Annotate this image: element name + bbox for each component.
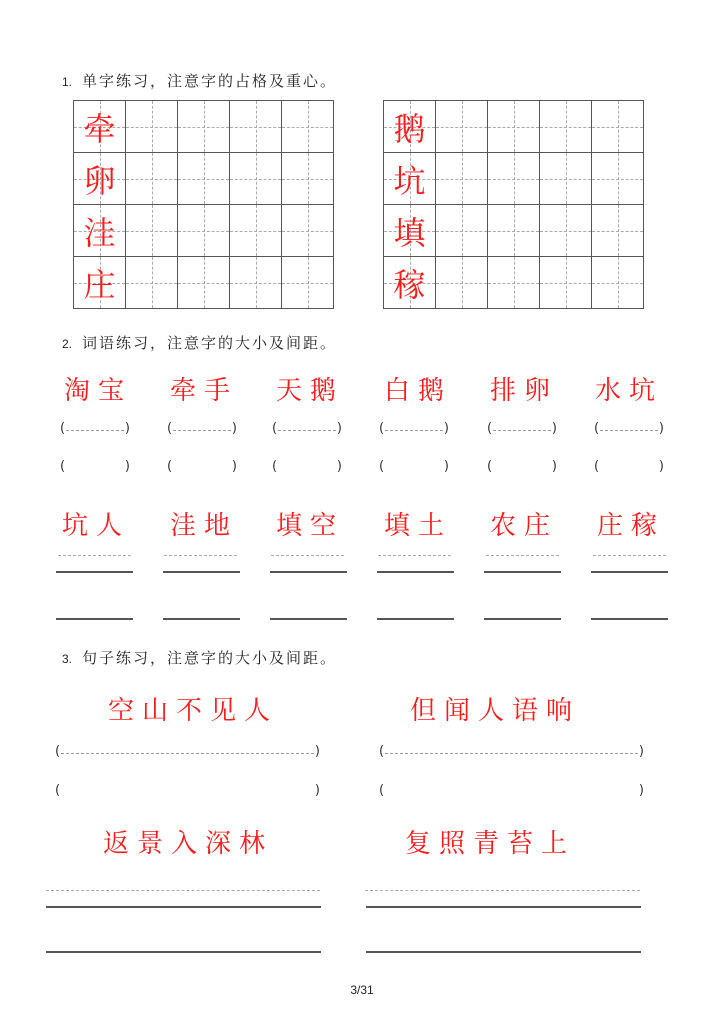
answer-blank[interactable]: ( ) bbox=[55, 783, 320, 798]
grid-cell[interactable] bbox=[230, 205, 282, 257]
model-sentence: 但闻人语响 bbox=[410, 696, 581, 726]
answer-blank[interactable]: ( ) bbox=[379, 783, 644, 798]
grid-cell[interactable] bbox=[230, 257, 282, 309]
dotted-guide-line bbox=[486, 555, 559, 556]
section-title: 句子练习，注意字的大小及间距。 bbox=[82, 649, 338, 667]
writing-line[interactable] bbox=[46, 951, 321, 953]
answer-blank[interactable]: ( ) bbox=[594, 459, 664, 474]
model-word: 牵手 bbox=[170, 376, 239, 406]
writing-line[interactable] bbox=[163, 571, 240, 573]
grid-cell[interactable] bbox=[488, 101, 540, 153]
writing-line[interactable] bbox=[377, 618, 454, 620]
model-word: 白鹅 bbox=[384, 376, 453, 406]
pinyin-blank[interactable]: ( ) bbox=[379, 744, 644, 759]
grid-cell bbox=[384, 205, 436, 257]
grid-cell[interactable] bbox=[230, 153, 282, 205]
pinyin-blank[interactable]: ( ) bbox=[60, 421, 130, 436]
section-1-heading bbox=[62, 70, 337, 91]
pinyin-blank[interactable]: ( ) bbox=[594, 421, 664, 436]
grid-cell[interactable] bbox=[178, 257, 230, 309]
writing-line[interactable] bbox=[366, 906, 641, 908]
grid-cell bbox=[74, 101, 126, 153]
grid-row bbox=[74, 257, 334, 309]
page-number: 3/31 bbox=[350, 983, 374, 997]
grid-cell[interactable] bbox=[178, 205, 230, 257]
model-word: 农庄 bbox=[490, 511, 559, 541]
grid-cell[interactable] bbox=[436, 205, 488, 257]
section-2-heading bbox=[62, 332, 337, 353]
model-sentence: 空山不见人 bbox=[108, 696, 279, 726]
grid-cell[interactable] bbox=[540, 205, 592, 257]
grid-cell[interactable] bbox=[230, 101, 282, 153]
pinyin-blank[interactable]: ( ) bbox=[272, 421, 342, 436]
answer-blank[interactable]: ( ) bbox=[60, 459, 130, 474]
grid-cell[interactable] bbox=[126, 153, 178, 205]
grid-row bbox=[74, 101, 334, 153]
writing-line[interactable] bbox=[46, 906, 321, 908]
grid-cell[interactable] bbox=[592, 257, 644, 309]
model-sentence: 复照青苔上 bbox=[405, 829, 576, 859]
model-sentence: 返景入深林 bbox=[103, 829, 274, 859]
model-word: 坑人 bbox=[62, 511, 131, 541]
model-char: 洼 bbox=[83, 213, 116, 252]
answer-blank[interactable]: ( ) bbox=[167, 459, 237, 474]
left-writing-grid bbox=[73, 100, 334, 309]
grid-row bbox=[384, 205, 644, 257]
section-number: 3. bbox=[62, 652, 73, 666]
grid-cell[interactable] bbox=[436, 101, 488, 153]
answer-blank[interactable]: ( ) bbox=[487, 459, 557, 474]
writing-line[interactable] bbox=[270, 618, 347, 620]
grid-row bbox=[384, 101, 644, 153]
model-char: 牵 bbox=[83, 109, 116, 148]
model-word: 庄稼 bbox=[597, 511, 666, 541]
model-char: 填 bbox=[393, 213, 426, 252]
grid-cell[interactable] bbox=[592, 101, 644, 153]
grid-cell[interactable] bbox=[126, 205, 178, 257]
grid-cell[interactable] bbox=[488, 257, 540, 309]
answer-blank[interactable]: ( ) bbox=[379, 459, 449, 474]
writing-line[interactable] bbox=[484, 618, 561, 620]
grid-cell[interactable] bbox=[282, 205, 334, 257]
dotted-guide-line bbox=[46, 890, 320, 891]
right-writing-grid bbox=[383, 100, 644, 309]
pinyin-blank[interactable]: ( ) bbox=[167, 421, 237, 436]
grid-cell[interactable] bbox=[282, 153, 334, 205]
dotted-guide-line bbox=[365, 890, 640, 891]
grid-cell[interactable] bbox=[488, 153, 540, 205]
grid-cell[interactable] bbox=[126, 257, 178, 309]
dotted-guide-line bbox=[378, 555, 451, 556]
pinyin-blank[interactable]: ( ) bbox=[55, 744, 320, 759]
grid-row bbox=[384, 257, 644, 309]
grid-cell[interactable] bbox=[540, 101, 592, 153]
grid-cell[interactable] bbox=[592, 205, 644, 257]
model-char: 庄 bbox=[83, 265, 116, 304]
model-word: 洼地 bbox=[170, 511, 239, 541]
grid-cell[interactable] bbox=[592, 153, 644, 205]
model-char: 坑 bbox=[393, 161, 426, 200]
dotted-guide-line bbox=[164, 555, 237, 556]
dotted-guide-line bbox=[593, 555, 666, 556]
model-char: 稼 bbox=[393, 265, 426, 304]
model-word: 天鹅 bbox=[276, 376, 345, 406]
grid-cell bbox=[74, 153, 126, 205]
model-word: 排卵 bbox=[490, 376, 559, 406]
writing-line[interactable] bbox=[591, 618, 668, 620]
model-word: 淘宝 bbox=[64, 376, 133, 406]
grid-cell[interactable] bbox=[178, 101, 230, 153]
writing-line[interactable] bbox=[484, 571, 561, 573]
writing-line[interactable] bbox=[591, 571, 668, 573]
model-word: 填空 bbox=[276, 511, 345, 541]
grid-cell[interactable] bbox=[436, 153, 488, 205]
pinyin-blank[interactable]: ( ) bbox=[379, 421, 449, 436]
writing-line[interactable] bbox=[56, 571, 133, 573]
grid-cell bbox=[384, 153, 436, 205]
pinyin-blank[interactable]: ( ) bbox=[487, 421, 557, 436]
writing-line[interactable] bbox=[56, 618, 133, 620]
section-title: 词语练习，注意字的大小及间距。 bbox=[82, 334, 338, 352]
writing-line[interactable] bbox=[366, 951, 641, 953]
model-word: 水坑 bbox=[595, 376, 664, 406]
grid-row bbox=[74, 153, 334, 205]
section-3-heading bbox=[62, 647, 337, 668]
grid-cell[interactable] bbox=[282, 257, 334, 309]
grid-cell[interactable] bbox=[488, 205, 540, 257]
section-title: 单字练习，注意字的占格及重心。 bbox=[82, 72, 338, 90]
model-char: 卵 bbox=[83, 161, 116, 200]
grid-cell[interactable] bbox=[126, 101, 178, 153]
section-number: 2. bbox=[62, 337, 73, 351]
grid-cell[interactable] bbox=[540, 257, 592, 309]
grid-cell bbox=[384, 101, 436, 153]
grid-row bbox=[384, 153, 644, 205]
writing-line[interactable] bbox=[377, 571, 454, 573]
grid-row bbox=[74, 205, 334, 257]
dotted-guide-line bbox=[58, 555, 131, 556]
dotted-guide-line bbox=[271, 555, 344, 556]
grid-cell bbox=[384, 257, 436, 309]
writing-line[interactable] bbox=[270, 571, 347, 573]
grid-cell[interactable] bbox=[178, 153, 230, 205]
grid-cell bbox=[74, 205, 126, 257]
writing-line[interactable] bbox=[163, 618, 240, 620]
answer-blank[interactable]: ( ) bbox=[272, 459, 342, 474]
section-number: 1. bbox=[62, 75, 73, 89]
grid-cell[interactable] bbox=[282, 101, 334, 153]
grid-cell[interactable] bbox=[436, 257, 488, 309]
grid-cell[interactable] bbox=[540, 153, 592, 205]
model-word: 填土 bbox=[384, 511, 453, 541]
grid-cell bbox=[74, 257, 126, 309]
model-char: 鹅 bbox=[393, 109, 426, 148]
